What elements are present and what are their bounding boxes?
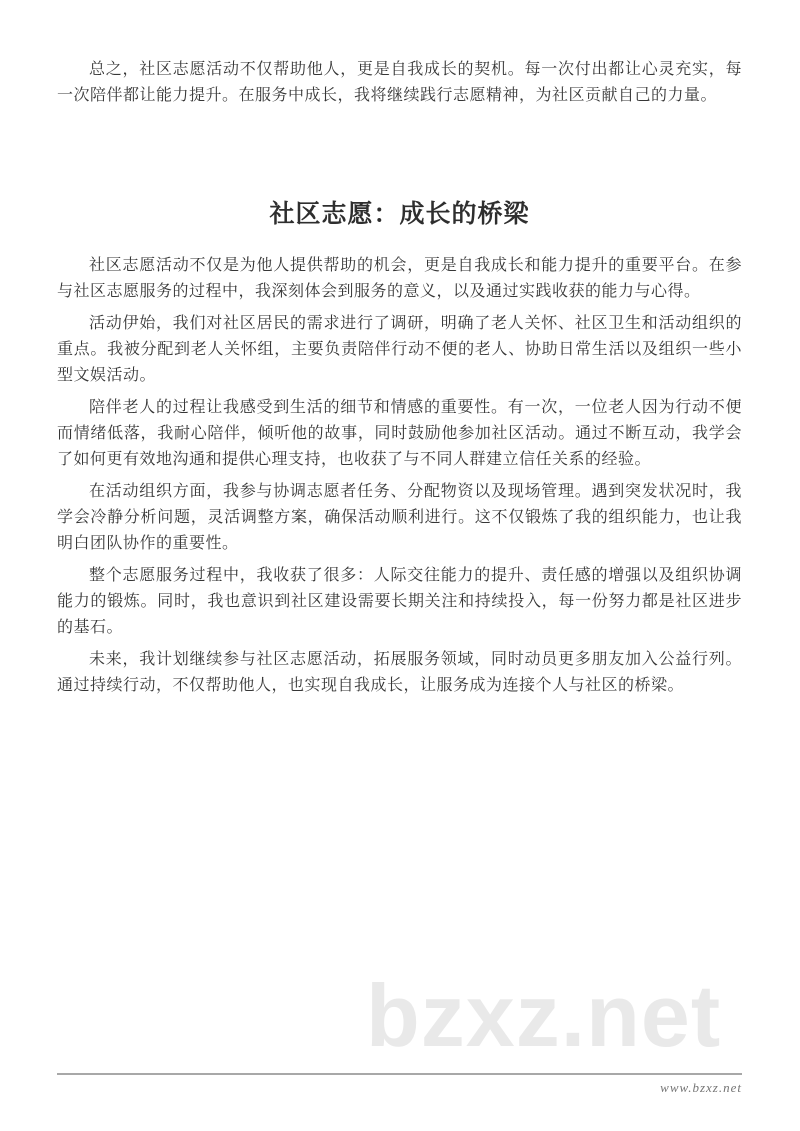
site-watermark: bzxz.net [366,966,722,1065]
essay-paragraph-6: 未来，我计划继续参与社区志愿活动，拓展服务领域，同时动员更多朋友加入公益行列。通过持续行动，不仅帮助他人，也实现自我成长，让服务成为连接个人与社区的桥梁。 [57,651,742,694]
essay-paragraph-5: 整个志愿服务过程中，我收获了很多：人际交往能力的提升、责任感的增强以及组织协调能力的锻炼。同时，我也意识到社区建设需要长期关注和持续投入，每一份努力都是社区进步的基石。 [57,567,742,636]
footer-divider [57,1073,742,1075]
essay-title: 社区志愿：成长的桥梁 [269,200,530,228]
essay-paragraph-4: 在活动组织方面，我参与协调志愿者任务、分配物资以及现场管理。遇到突发状况时，我学会冷静分析问题，灵活调整方案，确保活动顺利进行。这不仅锻炼了我的组织能力，也让我明白团队协作的重要性。 [57,483,742,552]
document-body [57,0,742,699]
essay-paragraph-2: 活动伊始，我们对社区居民的需求进行了调研，明确了老人关怀、社区卫生和活动组织的重点。我被分配到老人关怀组，主要负责陪伴行动不便的老人、协助日常生活以及组织一些小型文娱活动。 [57,315,742,384]
essay-paragraph-1: 社区志愿活动不仅是为他人提供帮助的机会，更是自我成长和能力提升的重要平台。在参与社区志愿服务的过程中，我深刻体会到服务的意义，以及通过实践收获的能力与心得。 [57,257,742,300]
footer-site-url: www.bzxz.net [660,1080,742,1095]
essay-paragraph-3: 陪伴老人的过程让我感受到生活的细节和情感的重要性。有一次，一位老人因为行动不便而情绪低落，我耐心陪伴，倾听他的故事，同时鼓励他参加社区活动。通过不断互动，我学会了如何更有效地沟通和提供心理支持，也收获了与不同人群建立信任关系的经验。 [57,399,742,468]
leading-paragraph: 总之，社区志愿活动不仅帮助他人，更是自我成长的契机。每一次付出都让心灵充实，每一次陪伴都让能力提升。在服务中成长，我将继续践行志愿精神，为社区贡献自己的力量。 [57,61,742,104]
